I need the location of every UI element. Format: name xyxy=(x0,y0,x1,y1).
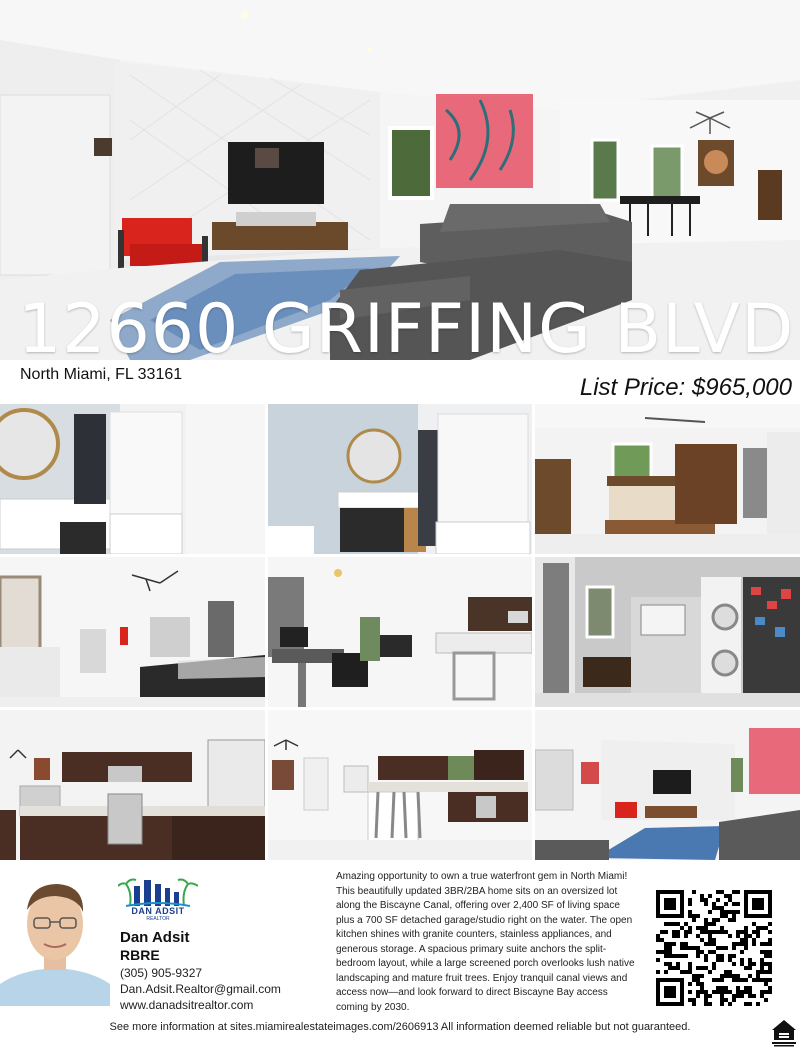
agent-headshot xyxy=(0,866,110,1006)
kitchen-bar-photo xyxy=(268,710,532,860)
office-kitchen-photo xyxy=(268,557,532,707)
gallery-tile xyxy=(268,404,532,554)
agent-brokerage: RBRE xyxy=(120,947,160,963)
property-description: Amazing opportunity to own a true waterfront gem in North Miami! This beautifully updated 3BR/2BA home sits on an oversized lot along the Biscayne Canal, offering over 2,400 SF of living space plus a 700 SF detached garage/studio right on the water. The open kitchen shines with granite counters, stainless appliances, and generous storage. A spacious primary suite anchors the split-bedroom layout, while a large screened porch overlooks lush native landscaping and mature fruit trees. Enjoy tranquil canal views and access now—and look forward to direct Biscayne Bay access coming by 2030. xyxy=(336,871,635,1013)
property-address: 12660 GRIFFING BLVD xyxy=(18,290,795,360)
photo-gallery xyxy=(0,404,800,860)
bathroom-vanity-photo xyxy=(268,404,532,554)
gallery-tile xyxy=(268,557,532,707)
logo-wordmark: DAN ADSIT xyxy=(131,906,185,916)
living-room-wide-photo xyxy=(535,710,800,860)
listing-subbar xyxy=(0,360,800,404)
agent-website[interactable]: www.danadsitrealtor.com xyxy=(120,998,254,1012)
hero-photo xyxy=(0,0,800,360)
gallery-tile xyxy=(268,710,532,860)
gallery-tile xyxy=(0,710,265,860)
agent-email[interactable]: Dan.Adsit.Realtor@gmail.com xyxy=(120,982,281,996)
logo-subtext: REALTOR xyxy=(146,916,170,922)
kitchen-photo xyxy=(0,710,265,860)
avatar xyxy=(0,866,110,1006)
equal-housing-icon xyxy=(770,1018,798,1048)
gallery-tile xyxy=(535,404,800,554)
agent-name: Dan Adsit xyxy=(120,929,190,946)
bedroom-photo xyxy=(535,404,800,554)
footer-disclaimer: See more information at sites.miamirealestateimages.com/2606913 All information deemed reliable but not guaranteed. xyxy=(109,1021,691,1033)
qr-code[interactable] xyxy=(656,890,772,1006)
gallery-tile xyxy=(535,710,800,860)
gallery-tile xyxy=(535,557,800,707)
dining-area-photo xyxy=(0,557,265,707)
agent-phone[interactable]: (305) 905-9327 xyxy=(120,966,203,980)
gallery-tile xyxy=(0,557,265,707)
list-price: List Price: $965,000 xyxy=(579,374,792,401)
gallery-tile xyxy=(0,404,265,554)
bathroom-photo xyxy=(0,404,265,554)
city-state-zip: North Miami, FL 33161 xyxy=(20,366,183,383)
laundry-hall-photo xyxy=(535,557,800,707)
